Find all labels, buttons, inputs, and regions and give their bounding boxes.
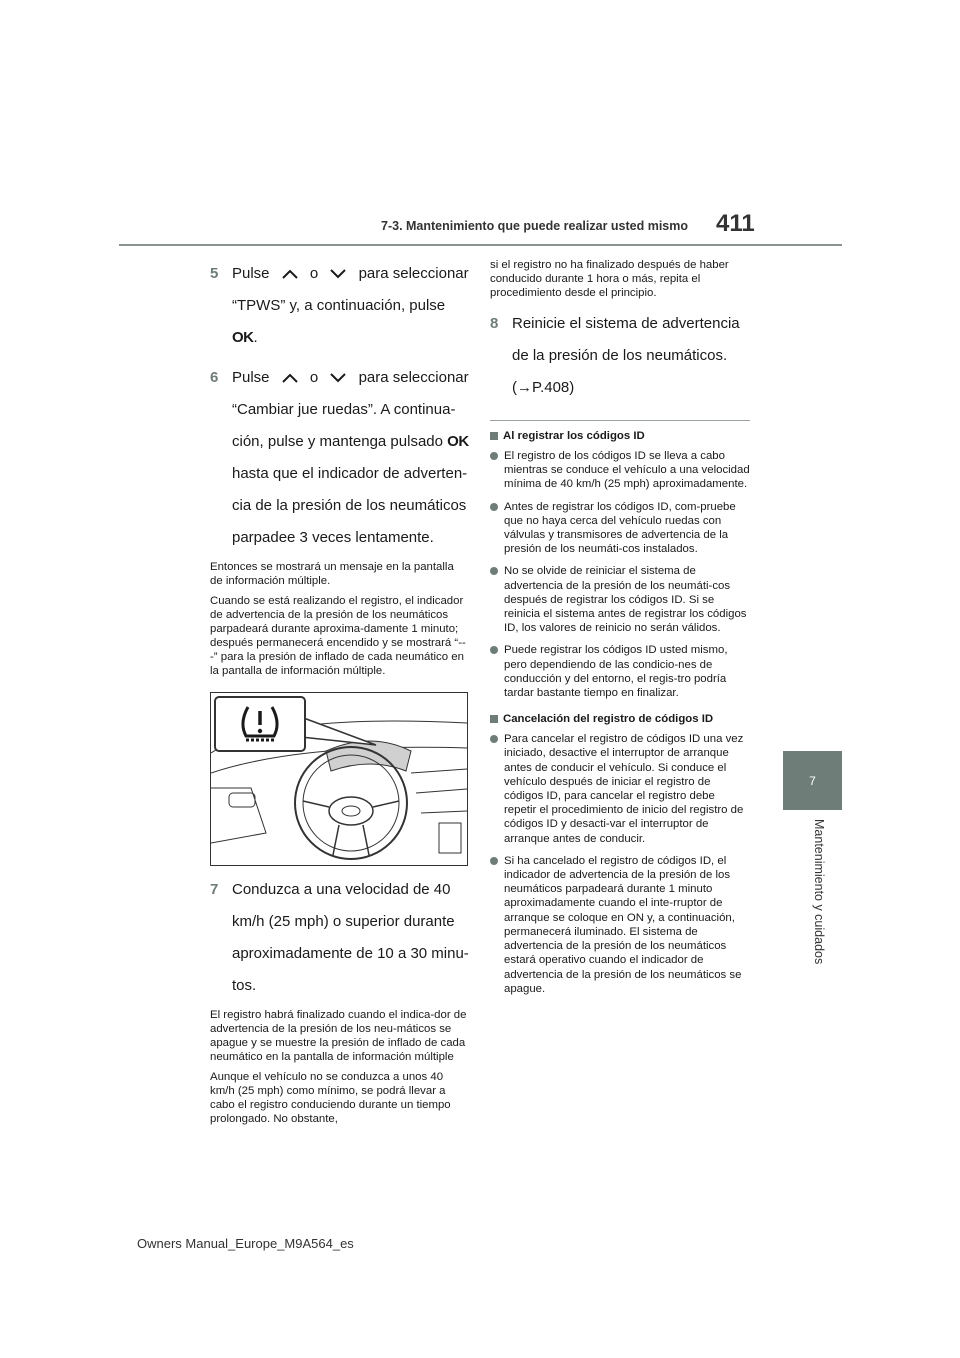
chevron-down-icon: [328, 372, 348, 384]
step-5: [210, 258, 468, 354]
section-heading-text: Al registrar los códigos ID: [503, 430, 645, 442]
step-6: [210, 362, 468, 554]
bullet-icon: [490, 646, 498, 654]
step-text: tos.: [232, 977, 257, 994]
list-item: [490, 643, 750, 700]
ok-button-symbol: OK: [447, 433, 469, 450]
body-paragraph: si el registro no ha finalizado después de haber conducido durante 1 hora o más, repita el procedimiento desde el principio.: [490, 259, 729, 299]
step-text: cia de la presión de los neumáticos: [232, 497, 467, 514]
step-text: Pulse: [232, 369, 270, 386]
square-bullet-icon: [490, 432, 498, 440]
step-text: km/h (25 mph) o superior durante: [232, 913, 455, 930]
step-text: .: [253, 329, 258, 346]
list-item-text: Puede registrar los códigos ID usted mismo, pero dependiendo de las condicio-nes de conducción y del entorno, el regis-tro podría tardar bastante tiempo en finalizar.: [504, 644, 728, 700]
chevron-down-icon: [328, 268, 348, 280]
bullet-icon: [490, 452, 498, 460]
body-paragraph: Cuando se está realizando el registro, el indicador de advertencia de la presión de los neumáticos parpadeará durante aproxima-damente 1 minuto; después permanecerá encendido y se mostrará “---” para la presión de inflado de cada neumático en la pantalla de información múltiple.: [210, 595, 466, 677]
list-item-text: El registro de los códigos ID se lleva a cabo mientras se conduce el vehículo a una velocidad mínima de 40 km/h (25 mph) aproximadamente.: [504, 450, 750, 491]
chevron-up-icon: [280, 372, 300, 384]
step-text: de la presión de los neumáticos.: [512, 347, 728, 364]
dashboard-drawing: [211, 693, 467, 865]
header-divider: [119, 244, 842, 246]
step-text: “TPWS” y, a continuación, pulse: [232, 297, 446, 314]
section-heading: [490, 712, 750, 726]
step-text: para seleccionar: [358, 265, 469, 282]
step-text: parpadee 3 veces lentamente.: [232, 529, 434, 546]
step-text: Conduzca a una velocidad de 40: [232, 881, 451, 898]
chevron-up-icon: [280, 268, 300, 280]
body-paragraph: Aunque el vehículo no se conduzca a unos 40 km/h (25 mph) como mínimo, se podrá llevar a cabo el registro conduciendo durante un tiempo prolongado. No obstante,: [210, 1071, 451, 1125]
step-8: [490, 308, 750, 404]
step-7: [210, 874, 468, 1002]
step-text: Reinicie el sistema de advertencia: [512, 315, 740, 332]
section-heading-text: Cancelación del registro de códigos ID: [503, 713, 714, 726]
ok-button-symbol: OK: [232, 329, 254, 346]
dashboard-illustration: [210, 692, 468, 866]
step-text: “Cambiar jue ruedas”. A continua-: [232, 401, 456, 418]
step-number: 8: [490, 315, 499, 332]
bullet-icon: [490, 567, 498, 575]
page-number: 411: [716, 210, 755, 237]
body-paragraph: Entonces se mostrará un mensaje en la pantalla de información múltiple.: [210, 561, 454, 587]
bullet-icon: [490, 503, 498, 511]
section-header-title: 7-3. Mantenimiento que puede realizar usted mismo: [381, 219, 689, 233]
bullet-icon: [490, 735, 498, 743]
step-text: ción, pulse y mantenga pulsado: [232, 433, 443, 450]
list-item-text: No se olvide de reiniciar el sistema de advertencia de la presión de los neumáti-cos después de registrar los códigos ID. Si se reinicia el sistema antes de registrar los códigos ID, los valores de reinicio no serán válidos.: [504, 565, 747, 635]
left-column: [210, 258, 468, 1126]
square-bullet-icon: [490, 715, 498, 723]
list-item: [490, 732, 750, 846]
list-item-text: Para cancelar el registro de códigos ID una vez iniciado, desactive el interruptor de arranque antes de conducir el vehículo. Si conduce el vehículo después de iniciar el registro de códigos ID, para cancelar el registro debe repetir el procedimiento de inicio del registro de códigos ID y desacti-var el interruptor de arranque antes de conducir.: [504, 733, 744, 845]
list-item: [490, 564, 750, 635]
list-item-text: Si ha cancelado el registro de códigos ID, el indicador de advertencia de la presión de los neumáticos parpadeará durante 1 minuto aproximadamente cuando el inte-rruptor de arranque se coloque en ON y, a continuación, permanecerá iluminado. El sistema de advertencia de la presión de los neumáticos estará operativo cuando el indicador de advertencia de la presión de los neumáticos se apague.: [504, 854, 742, 995]
step-text: aproximadamente de 10 a 30 minu-: [232, 945, 469, 962]
step-text: o: [309, 369, 319, 386]
step-text: hasta que el indicador de adverten-: [232, 465, 468, 482]
list-item: [490, 500, 750, 557]
section-divider: [490, 420, 750, 421]
chapter-label: Mantenimiento y cuidados: [812, 819, 826, 965]
step-number: 5: [210, 265, 219, 282]
step-text: Pulse: [232, 265, 270, 282]
bullet-icon: [490, 857, 498, 865]
body-paragraph: El registro habrá finalizado cuando el indica-dor de advertencia de la presión de los neu-máticos se apague y se muestre la presión de inflado de cada neumático en la pantalla de información múltiple: [210, 1009, 467, 1063]
section-heading: [490, 429, 750, 443]
page-reference-link[interactable]: (→P.408): [512, 379, 575, 396]
step-number: 7: [210, 881, 219, 898]
footer-text: Owners Manual_Europe_M9A564_es: [137, 1236, 354, 1251]
chapter-tab[interactable]: 7: [783, 751, 842, 810]
step-text: o: [309, 265, 319, 282]
list-item: [490, 449, 750, 492]
step-text: para seleccionar: [358, 369, 469, 386]
list-item: [490, 854, 750, 996]
list-item-text: Antes de registrar los códigos ID, com-pruebe que no haya cerca del vehículo ruedas con válvulas y transmisores de advertencia de la presión de los neumáti-cos instalados.: [504, 500, 736, 556]
step-number: 6: [210, 369, 219, 386]
right-column: [490, 258, 750, 1004]
